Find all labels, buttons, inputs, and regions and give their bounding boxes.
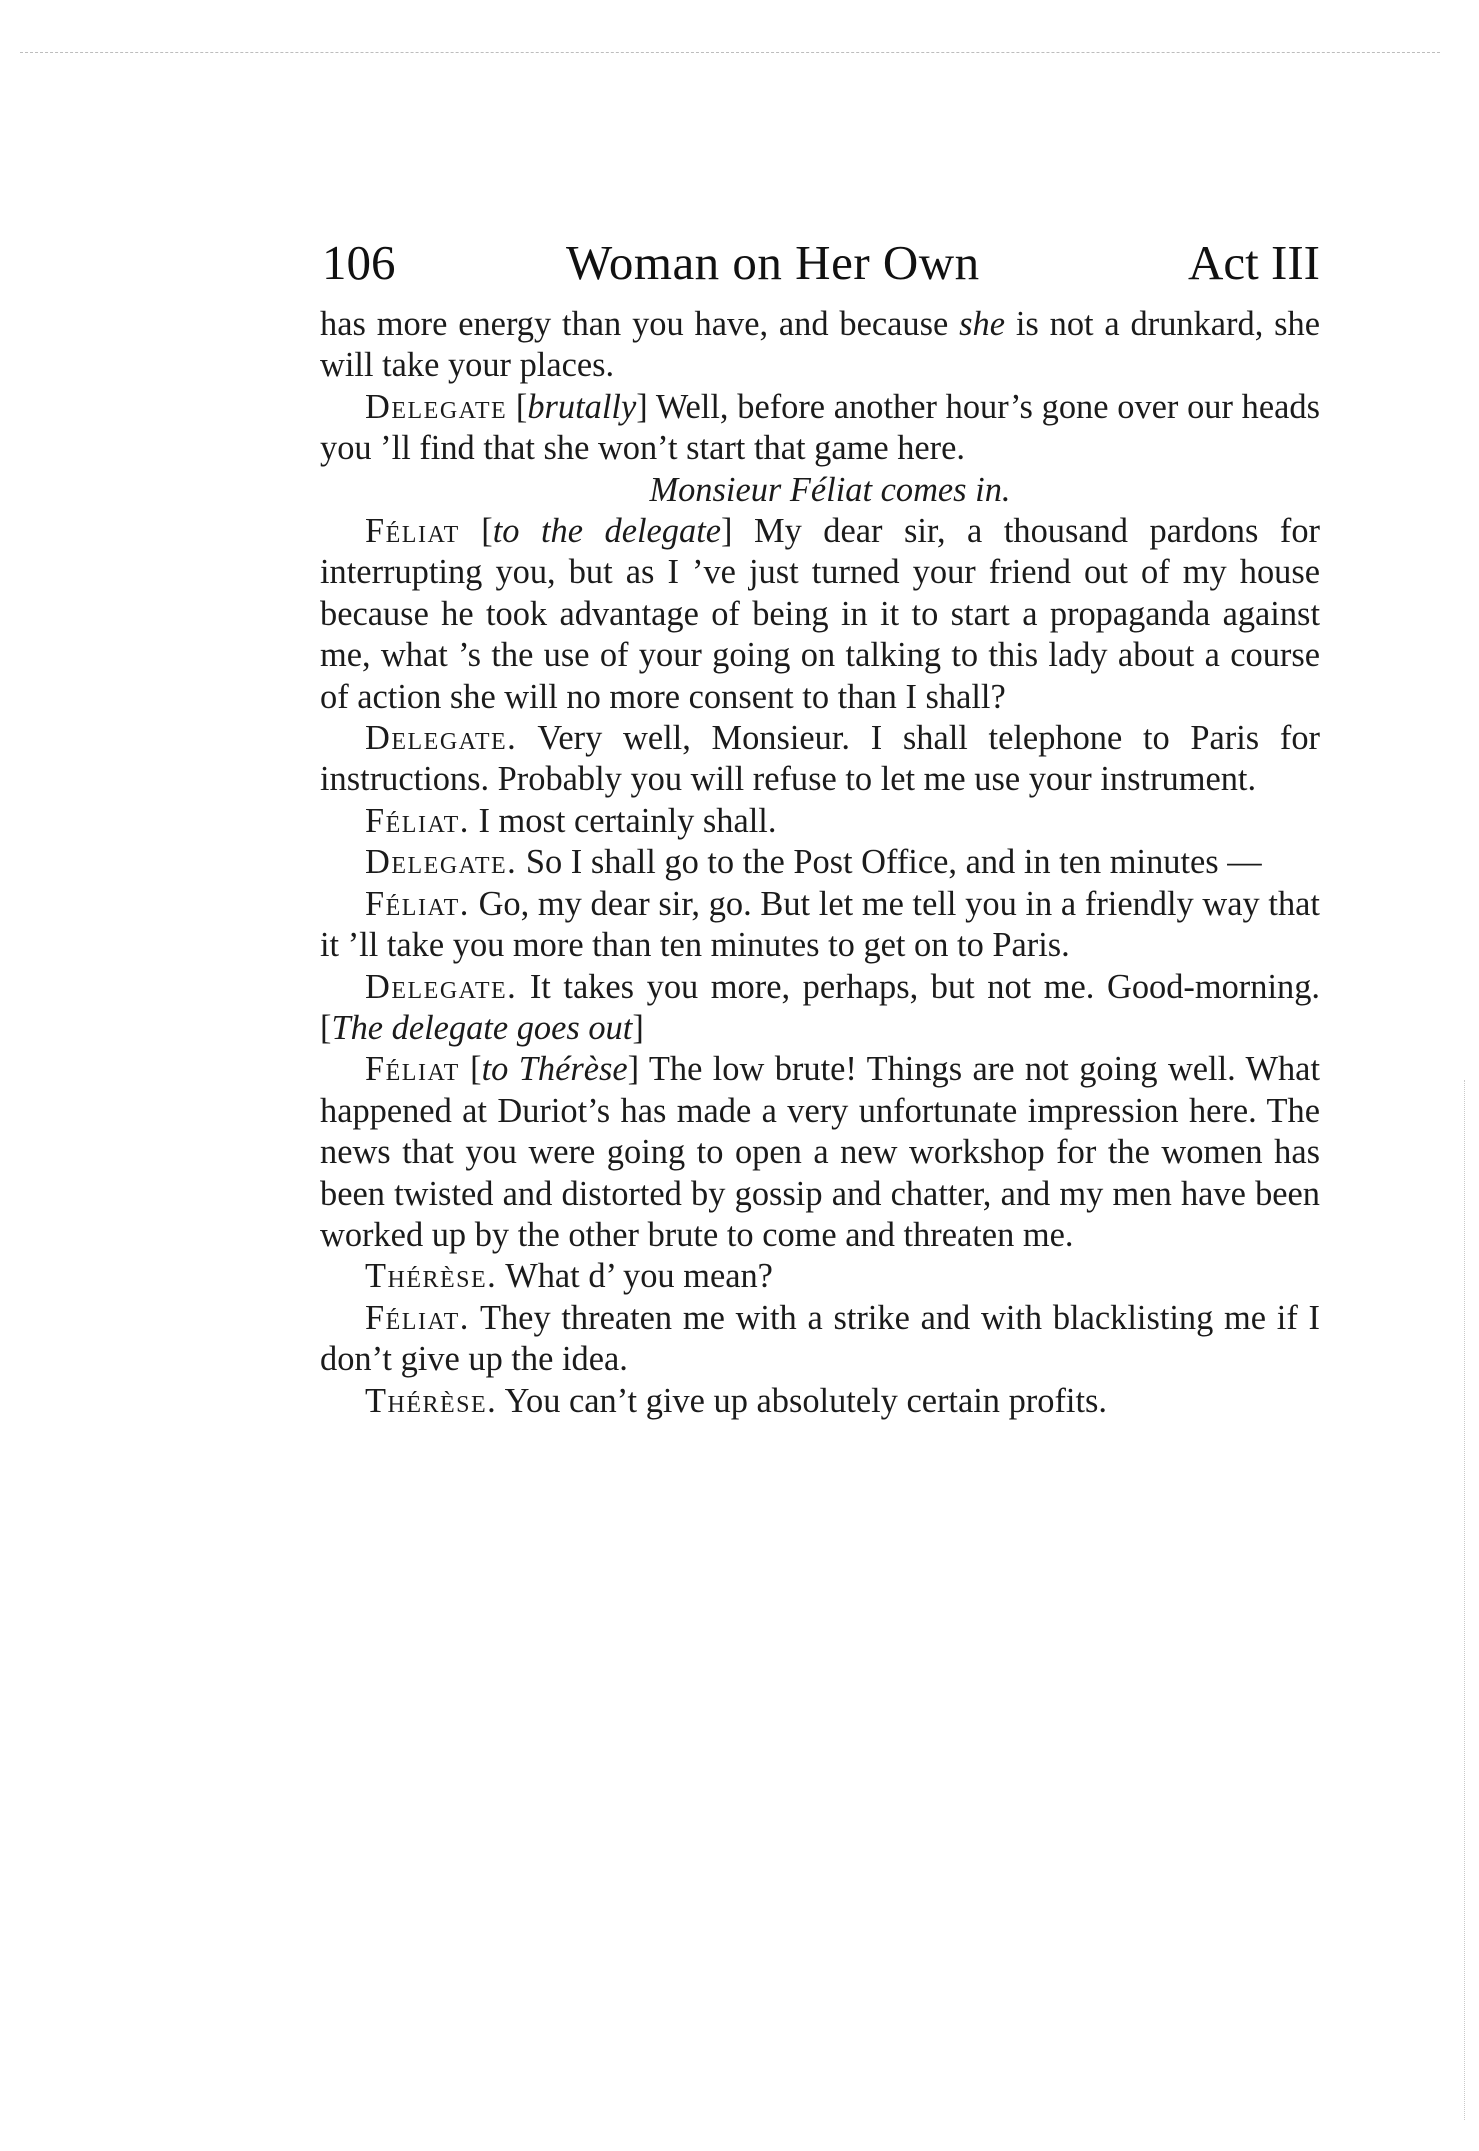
speech-paragraph xyxy=(320,718,1320,801)
speech-paragraph: Delegate. It takes you more, perhaps, but not me. Good-morning. [The delegate goes out] xyxy=(320,967,1320,1047)
speaker-name: Féliat. xyxy=(365,884,470,923)
stage-direction: to the delegate xyxy=(492,512,722,551)
speech-text: So I shall go to the Post Office, and in ten minutes — xyxy=(525,843,1262,882)
emphasis: she xyxy=(959,305,1005,343)
stage-direction: brutally xyxy=(527,387,637,426)
stage-direction-line: Monsieur Féliat comes in. xyxy=(649,470,1011,509)
speaker-name: Féliat. xyxy=(365,801,470,840)
continuation-paragraph: has more energy than you have, and because she is not a drunkard, she will take your places. xyxy=(320,305,1320,385)
speech-paragraph xyxy=(320,884,1320,967)
speech-text: The low brute! Things are not going well. What happened at Duriot’s has made a very unfortunate impression here. The news that you were going to open a new workshop for the women has been twisted and distorted by gossip and chatter, and my men have been worked up by the other brute to come and threaten me. xyxy=(320,1050,1321,1254)
speech-paragraph xyxy=(320,1381,1320,1422)
speech-paragraph: Delegate [brutally] Well, before another hour’s gone over our heads you ’ll find that she won’t start that game here. xyxy=(320,387,1320,468)
act-label: Act III xyxy=(1188,235,1320,290)
speaker-name: Féliat. xyxy=(365,1298,470,1337)
speaker-name: Delegate. xyxy=(365,719,518,758)
speaker-name: Delegate xyxy=(365,387,508,426)
page-number: 106 xyxy=(322,235,396,290)
speaker-name: Féliat xyxy=(365,1050,460,1089)
speech-text: I most certainly shall. xyxy=(478,801,777,840)
speech-paragraph: Féliat [to the delegate] My dear sir, a thousand pardons for interrupting you, but as I ’ve just turned your friend out of my house because he took advantage of being in it to start a propaganda against me, what ’s the use of your going on talking to this lady about a course of action she will no more consent to than I shall? xyxy=(320,512,1320,716)
dialogue-text xyxy=(320,304,1320,1422)
speech-paragraph xyxy=(320,1298,1320,1381)
speaker-name: Delegate. xyxy=(365,967,518,1006)
speech-paragraph xyxy=(320,1256,1320,1297)
scan-top-edge xyxy=(20,52,1440,53)
speaker-name: Thérèse. xyxy=(365,1381,498,1420)
speaker-name: Thérèse. xyxy=(365,1257,498,1296)
running-title: Woman on Her Own xyxy=(566,235,980,290)
speaker-name: Féliat xyxy=(365,512,460,551)
speech-text: What d’ you mean? xyxy=(505,1257,773,1296)
speech-text: Go, my dear sir, go. But let me tell you in a friendly way that it ’ll take you more than ten minutes to get on to Paris. xyxy=(320,884,1320,965)
stage-direction: to Thérèse xyxy=(481,1050,628,1089)
speech-paragraph xyxy=(320,801,1320,842)
speech-text: It takes you more, perhaps, but not me. Good-morning. xyxy=(529,967,1320,1006)
speech-paragraph: Féliat [to Thérèse] The low brute! Things are not going well. What happened at Duriot’s has made a very unfortunate impression here. The news that you were going to open a new workshop for the women has been twisted and distorted by gossip and chatter, and my men have been worked up by the other brute to come and threaten me. xyxy=(320,1050,1321,1254)
stage-direction: The delegate goes out xyxy=(331,1008,633,1047)
speaker-name: Delegate. xyxy=(365,843,518,882)
book-page xyxy=(320,228,1320,1422)
speech-text: My dear sir, a thousand pardons for interrupting you, but as I ’ve just turned your friend out of my house because he took advantage of being in it to start a propaganda against me, what ’s the use of your going on talking to this lady about a course of action she will no more consent to than I shall? xyxy=(320,512,1320,716)
running-header xyxy=(320,228,1320,298)
speech-paragraph xyxy=(320,842,1320,883)
scan-right-edge xyxy=(1464,1080,1465,2120)
speech-text: Very well, Monsieur. I shall telephone to Paris for instructions. Probably you will refuse to let me use your instrument. xyxy=(320,719,1320,799)
speech-text: They threaten me with a strike and with blacklisting me if I don’t give up the idea. xyxy=(320,1298,1320,1379)
speech-text: You can’t give up absolutely certain profits. xyxy=(504,1381,1107,1420)
speech-text: Well, before another hour’s gone over our heads you ’ll find that she won’t start that game here. xyxy=(320,387,1320,468)
